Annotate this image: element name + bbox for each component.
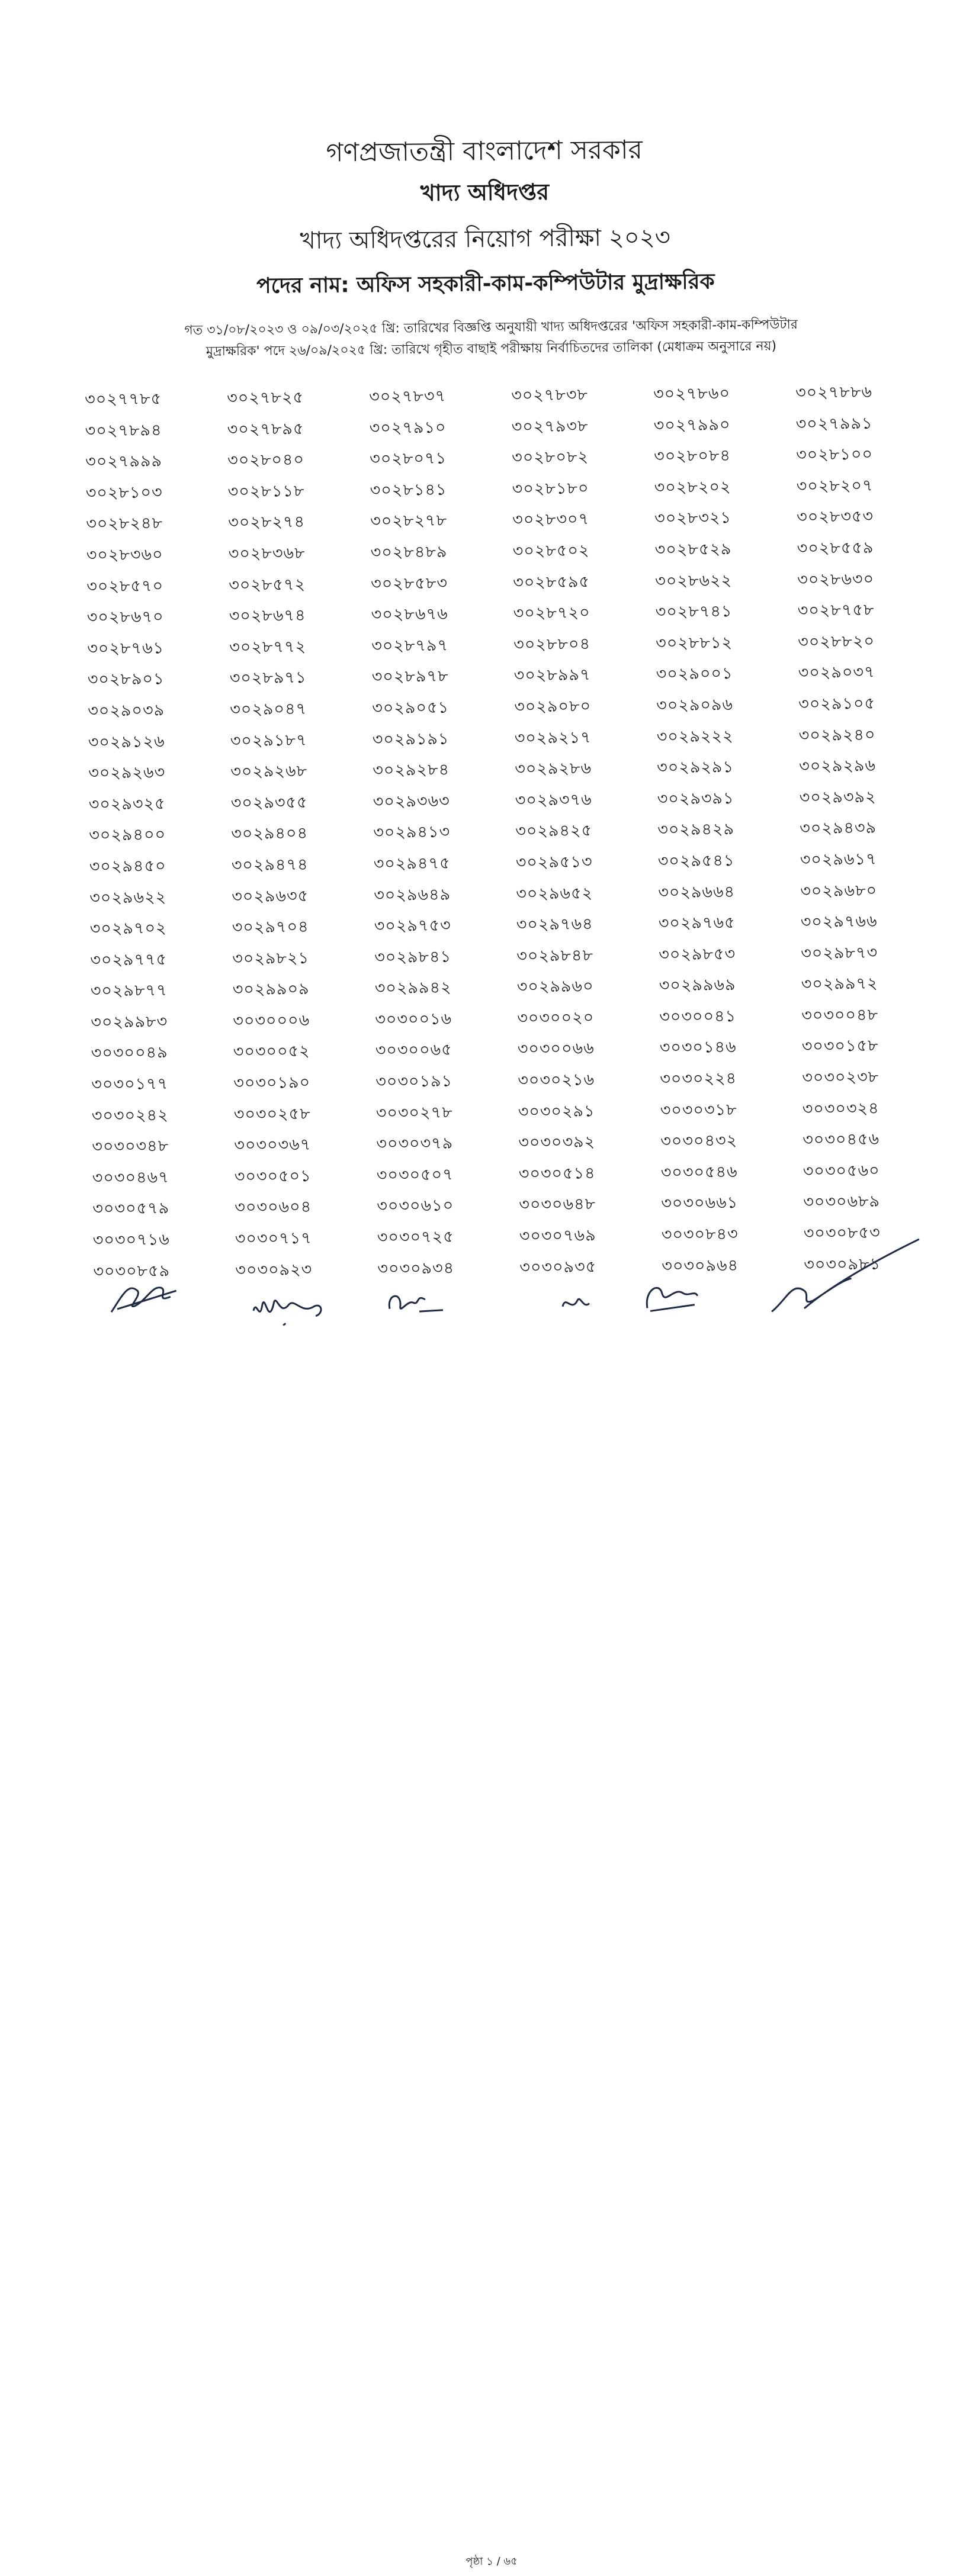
signature-footer (5, 1268, 979, 2568)
roll-number-cell: ৩০২৯৯৭২ (801, 975, 878, 994)
roll-number-cell: ৩০২৮৬৭৬ (371, 604, 448, 625)
roll-number-cell: ৩০২৮৫০২ (512, 541, 590, 561)
roll-number-cell: ৩০৩০২১৬ (518, 1070, 595, 1090)
roll-number-cell: ৩০৩০৩৪৮ (92, 1137, 169, 1156)
roll-number-cell: ৩০২৯০০১ (656, 664, 733, 684)
roll-number-cell: ৩০২৮০৮৪ (654, 446, 731, 466)
roll-number-cell: ৩০৩০৬৮৯ (803, 1192, 881, 1212)
roll-number-cell: ৩০৩০৫১৪ (518, 1164, 596, 1184)
roll-number-cell: ৩০২৯৭৫৩ (374, 916, 451, 935)
roll-number-cell: ৩০২৯৭০৪ (232, 918, 309, 937)
roll-number-cell: ৩০২৭৯৯০ (653, 415, 731, 435)
roll-number-cell: ৩০৩০৪৬৭ (92, 1168, 169, 1188)
roll-number-cell: ৩০২৮২০৭ (796, 476, 874, 496)
roll-number-cell: ৩০২৯৬১৭ (800, 850, 877, 869)
roll-number-cell: ৩০২৮৭৬১ (87, 639, 165, 658)
roll-number-cell: ৩০২৮১৮০ (512, 479, 589, 499)
roll-number-cell: ৩০২৯৩৯১ (657, 789, 734, 809)
roll-number-cell: ৩০৩০৫৭৯ (92, 1199, 170, 1218)
signature-3 (384, 1282, 450, 1324)
roll-number-cell: ৩০২৯২৯৬ (799, 756, 877, 776)
roll-number-cell: ৩০৩০৬৬১ (661, 1194, 739, 1213)
notice-text (97, 314, 885, 364)
roll-number-cell: ৩০২৯৫৪১ (657, 851, 735, 871)
roll-number-cell: ৩০৩০০২০ (517, 1008, 595, 1028)
roll-number-cell: ৩০৩০৯৬৪ (662, 1256, 739, 1275)
roll-number-cell: ৩০২৭৯৩৮ (511, 416, 589, 436)
roll-number-cell: ৩০২৯৮৭৭ (90, 981, 168, 1001)
roll-number-cell: ৩০২৯০৫১ (372, 698, 450, 718)
roll-number-cell: ৩০২৯৪৫০ (89, 857, 166, 876)
roll-number-cell: ৩০৩০৭৬৯ (519, 1226, 596, 1246)
roll-number-cell: ৩০২৯৩৭৬ (515, 790, 592, 810)
roll-number-cell: ৩০২৯৯৪২ (374, 978, 452, 998)
roll-number-cell: ৩০৩০৩৯২ (518, 1133, 596, 1152)
roll-number-cell: ৩০২৯৯৬৯ (659, 976, 736, 995)
roll-number-cell: ৩০২৮১০০ (796, 445, 874, 465)
roll-number-cell: ৩০২৮৬২২ (655, 571, 733, 590)
roll-number-cell: ৩০২৭৭৮৫ (85, 390, 162, 409)
roll-number-cell: ৩০২৯২৪০ (798, 725, 876, 745)
roll-number-cell: ৩০২৯৬৮০ (800, 881, 878, 901)
roll-number-cell: ৩০৩০৭২৫ (377, 1227, 454, 1247)
signature-5 (638, 1272, 704, 1320)
roll-number-cell: ৩০৩০২৫৮ (233, 1104, 311, 1124)
roll-number-cell: ৩০২৯০৪৭ (230, 699, 307, 719)
department-title: খাদ্য অধিদপ্তর (420, 178, 550, 207)
notice-line-1: গত ৩১/০৮/২০২৩ ও ০৯/০৩/২০২৫ খ্রি: তারিখের বিজ্ঞপ্তি অনুযায়ী খাদ্য অধিদপ্তরের 'অফিস সহকারী-কাম-কম্পিউটার (184, 317, 798, 338)
roll-number-cell: ৩০২৮৮২০ (798, 632, 875, 651)
roll-number-cell: ৩০২৯৬৬৪ (658, 882, 736, 902)
roll-number-cell: ৩০২৯৫১৩ (515, 853, 593, 872)
roll-number-cell: ৩০২৯৩২৫ (88, 794, 166, 814)
roll-number-cell: ৩০২৮৬৭৪ (229, 606, 306, 626)
roll-number-cell: ৩০২৮৭২০ (513, 603, 590, 623)
roll-number-cell: ৩০২৭৮৮৬ (795, 382, 873, 403)
exam-title: খাদ্য অধিদপ্তরের নিয়োগ পরীক্ষা ২০২৩ (300, 224, 670, 255)
roll-number-cell: ৩০২৯২৬৩ (88, 763, 166, 783)
roll-number-cell: ৩০২৯৭০২ (89, 919, 167, 938)
government-title: গণপ্রজাতন্ত্রী বাংলাদেশ সরকার (326, 134, 643, 168)
post-name: পদের নাম: অফিস সহকারী-কাম-কম্পিউটার মুদ্রাক্ষরিক (256, 269, 715, 298)
roll-number-cell: ৩০২৭৮৩৭ (369, 387, 447, 406)
roll-number-cell: ৩০৩০৪৩২ (660, 1131, 738, 1151)
roll-number-cell: ৩০২৭৯৯৯ (85, 452, 163, 471)
signature-6 (768, 1233, 923, 1317)
roll-number-cell: ৩০২৮৩৬৮ (228, 543, 306, 564)
roll-number-cell: ৩০২৮২০২ (654, 477, 731, 497)
roll-number-cell: ৩০২৮৭৭২ (229, 637, 307, 657)
roll-number-cell: ৩০২৯৩৯২ (799, 787, 877, 807)
roll-number-cell: ৩০২৮০৮২ (512, 448, 589, 467)
roll-number-cell: ৩০৩০১৪৬ (659, 1038, 737, 1057)
roll-number-cell: ৩০২৮৫৭০ (86, 576, 164, 596)
roll-number-cell: ৩০২৮০৪০ (227, 451, 305, 470)
signature-1 (105, 1276, 182, 1324)
roll-number-cell: ৩০২৯২৬৮ (230, 762, 308, 782)
roll-number-cell: ৩০২৯৭৬৫ (658, 914, 736, 933)
roll-number-cell: ৩০৩০৩৬৭ (234, 1136, 312, 1155)
roll-number-cell: ৩০২৯২২২ (656, 726, 734, 746)
roll-number-cell: ৩০২৯২৮৪ (373, 760, 450, 780)
roll-number-cell: ৩০৩০৬১০ (377, 1197, 454, 1216)
roll-number-cell: ৩০২৮৯৯৭ (513, 665, 591, 685)
roll-number-cell: ৩০২৯৪৭৫ (373, 854, 451, 873)
roll-number-cell: ৩০২৯৬২২ (89, 887, 167, 907)
roll-number-cell: ৩০২৯৯০৯ (232, 980, 310, 999)
roll-number-cell: ৩০২৮৯০১ (87, 670, 165, 689)
roll-number-cell: ৩০২৮৯৭১ (229, 668, 307, 688)
roll-number-cell: ৩০২৯৮৪১ (374, 947, 452, 967)
roll-number-cell: ৩০২৯৩৬৩ (373, 792, 450, 811)
roll-number-cell: ৩০৩০৩৭৯ (376, 1134, 454, 1154)
roll-number-cell: ৩০২৭৮৯৫ (227, 419, 304, 439)
roll-number-cell: ৩০২৯৪২৯ (657, 820, 735, 840)
roll-number-cell: ৩০৩০৩২৪ (802, 1099, 880, 1118)
roll-number-cell: ৩০২৮৫৮৩ (371, 574, 448, 593)
signature-2 (248, 1281, 337, 1334)
roll-number-cell: ৩০২৮৫৯৫ (513, 572, 590, 592)
roll-number-cell: ৩০৩০৫৪৬ (660, 1162, 738, 1182)
roll-number-cell: ৩০২৯২১৭ (514, 728, 592, 748)
roll-number-cell: ৩০২৯৪১৩ (373, 822, 451, 842)
roll-number-cell: ৩০২৯৪২৫ (515, 821, 593, 841)
roll-number-cell: ৩০২৯৪০০ (89, 825, 166, 845)
roll-number-cell: ৩০২৯৭৬৪ (516, 915, 593, 934)
roll-number-cell: ৩০২৯০৩৯ (88, 701, 165, 721)
signature-4 (557, 1282, 599, 1318)
roll-number-table (85, 380, 923, 1291)
roll-number-cell: ৩০৩০৭১৭ (235, 1228, 312, 1249)
roll-number-cell: ৩০২৯৮২১ (232, 948, 310, 968)
roll-number-cell: ৩০৩০১৯১ (375, 1072, 453, 1091)
roll-number-cell: ৩০২৯০৩৭ (798, 663, 875, 683)
roll-number-cell: ৩০২৮৮০৪ (513, 635, 591, 654)
roll-number-cell: ৩০৩০৮৪৩ (661, 1225, 739, 1244)
roll-number-cell: ৩০২৯৬৩৫ (232, 886, 309, 906)
roll-number-cell: ৩০৩০৪৫৬ (803, 1130, 880, 1150)
roll-number-cell: ৩০২৯১৮৭ (230, 731, 307, 750)
roll-number-cell: ৩০২৮৫৭২ (229, 575, 306, 594)
roll-number-cell: ৩০২৭৮২৫ (227, 388, 304, 408)
roll-number-cell: ৩০৩০৮৫৯ (93, 1261, 171, 1281)
roll-number-cell: ৩০২৯৬৪৯ (374, 885, 451, 905)
roll-number-cell: ৩০২৮৬৩০ (797, 570, 875, 589)
roll-number-cell: ৩০৩০১৭৭ (91, 1075, 169, 1094)
roll-number-cell: ৩০২৯৭৬৬ (800, 912, 878, 932)
roll-number-cell: ৩০২৭৮৩৮ (511, 385, 589, 405)
roll-number-cell: ৩০২৮৩৫৩ (797, 507, 874, 527)
roll-number-cell: ৩০২৮৩০৭ (512, 510, 590, 529)
roll-number-cell: ৩০২৮২৪৮ (86, 514, 163, 533)
roll-number-cell: ৩০৩০৬০৪ (235, 1198, 312, 1217)
roll-number-cell: ৩০৩০০৬৬ (517, 1039, 595, 1059)
roll-number-cell: ৩০২৭৯৯১ (795, 414, 873, 433)
roll-number-cell: ৩০৩০০৪১ (659, 1006, 737, 1027)
notice-line-2: মুদ্রাক্ষরিক' পদে ২৬/০৯/২০২৫ খ্রি: তারিখে গৃহীত বাছাই পরীক্ষায় নির্বাচিতদের তালিকা (মেধাক্রম অনুসারে নয়) (206, 339, 777, 359)
roll-number-cell: ৩০২৯৯৬০ (516, 977, 594, 996)
roll-number-cell: ৩০২৭৮৯৪ (85, 420, 162, 440)
roll-number-cell: ৩০২৮৫৫৯ (797, 538, 874, 558)
roll-number-cell: ৩০৩০১৯০ (233, 1073, 311, 1093)
roll-number-cell: ৩০২৮২৭৮ (370, 512, 448, 531)
roll-number-cell: ৩০২৯৪৩৯ (800, 819, 877, 838)
roll-number-cell: ৩০২৮৭৪১ (655, 602, 733, 622)
roll-number-cell: ৩০২৮৩২১ (654, 509, 732, 528)
roll-number-cell: ৩০২৯৩৫৫ (230, 793, 308, 812)
roll-number-cell: ৩০২৮৬৭০ (86, 607, 164, 627)
roll-number-cell: ৩০৩০০৬৫ (375, 1041, 452, 1060)
roll-number-cell: ৩০২৯৮৭৩ (801, 943, 878, 963)
roll-number-cell: ৩০২৮৯৭৮ (371, 667, 449, 687)
roll-number-cell: ৩০২৯৭৭৫ (90, 950, 168, 970)
roll-number-cell: ৩০৩০২৯১ (518, 1101, 595, 1121)
roll-number-cell: ৩০৩০০১৬ (375, 1009, 452, 1029)
roll-number-cell: ৩০২৭৮৬০ (653, 384, 731, 404)
roll-number-cell: ৩০২৯২৯১ (657, 758, 734, 777)
roll-number-cell: ৩০২৯১০৫ (798, 694, 876, 713)
roll-number-cell: ৩০২৯৬৫২ (516, 883, 593, 903)
roll-number-cell: ৩০৩০১৫৮ (801, 1037, 879, 1056)
roll-number-cell: ৩০৩০০৪৯ (91, 1043, 168, 1063)
roll-number-cell: ৩০৩০৫৬০ (803, 1161, 880, 1181)
roll-number-cell: ৩০২৯০৮০ (514, 697, 592, 716)
roll-number-cell: ৩০২৮১০৩ (85, 483, 163, 503)
roll-number-cell: ৩০৩০৯৩৫ (519, 1257, 597, 1277)
roll-number-cell: ৩০২৯৮৪৮ (516, 946, 594, 966)
roll-number-cell: ৩০৩০৯৮১ (804, 1255, 881, 1274)
roll-number-cell: ৩০২৮০৭১ (370, 449, 447, 469)
roll-number-cell: ৩০২৮৪৮৯ (370, 542, 448, 562)
roll-number-cell: ৩০৩০৩১৮ (660, 1100, 737, 1120)
roll-number-cell: ৩০৩০৫০৭ (376, 1165, 454, 1185)
roll-number-cell: ৩০২৮৩৬০ (86, 545, 163, 565)
roll-number-cell: ৩০২৯২৮৬ (515, 759, 592, 779)
roll-number-cell: ৩০২৮৮১২ (656, 633, 733, 653)
roll-number-cell: ৩০২৯৮৫৩ (659, 944, 736, 964)
roll-number-cell: ৩০৩০৯৩৪ (377, 1259, 455, 1278)
roll-number-cell: ৩০২৮১১৮ (227, 481, 305, 501)
roll-number-cell: ৩০৩০৬৪৮ (519, 1195, 596, 1214)
page-number: পৃষ্ঠা ১ / ৬৫ (466, 2555, 518, 2568)
roll-number-cell: ৩০৩০৯২৩ (235, 1260, 313, 1279)
roll-number-cell: ৩০২৯৯৮৩ (91, 1012, 168, 1032)
roll-number-cell: ৩০৩০৫০১ (234, 1166, 312, 1186)
roll-number-cell: ৩০৩০২৭৮ (375, 1103, 453, 1123)
roll-number-cell: ৩০৩০০০৬ (233, 1011, 310, 1031)
roll-number-cell: ৩০২৮২৭৪ (228, 513, 306, 532)
roll-number-cell: ৩০৩০৭১৬ (92, 1230, 170, 1250)
roll-number-cell: ৩০৩০০৫২ (233, 1042, 310, 1062)
roll-number-cell: ৩০৩০০৪৮ (801, 1005, 879, 1025)
roll-number-cell: ৩০৩০৮৫৩ (803, 1223, 881, 1243)
roll-number-cell: ৩০২৯০৯৬ (656, 695, 734, 715)
roll-number-cell: ৩০২৮১৪১ (370, 480, 447, 500)
roll-number-cell: ৩০৩০২৩৮ (802, 1067, 880, 1088)
roll-number-cell: ৩০২৭৯১০ (369, 418, 447, 438)
roll-number-cell: ৩০২৮৭৫৮ (797, 600, 875, 620)
roll-number-cell: ৩০২৯১২৬ (88, 732, 165, 752)
roll-number-cell: ৩০২৯১৯১ (372, 729, 450, 749)
roll-number-cell: ৩০২৯৪৭৪ (231, 855, 309, 875)
roll-number-cell: ৩০৩০২২৪ (660, 1069, 737, 1089)
roll-number-cell: ৩০২৯৪০৪ (231, 824, 309, 844)
roll-number-cell: ৩০৩০২৪২ (91, 1105, 169, 1125)
roll-number-cell: ৩০২৮৭৯৭ (371, 636, 449, 655)
roll-number-cell: ৩০২৮৫২৯ (654, 540, 732, 559)
